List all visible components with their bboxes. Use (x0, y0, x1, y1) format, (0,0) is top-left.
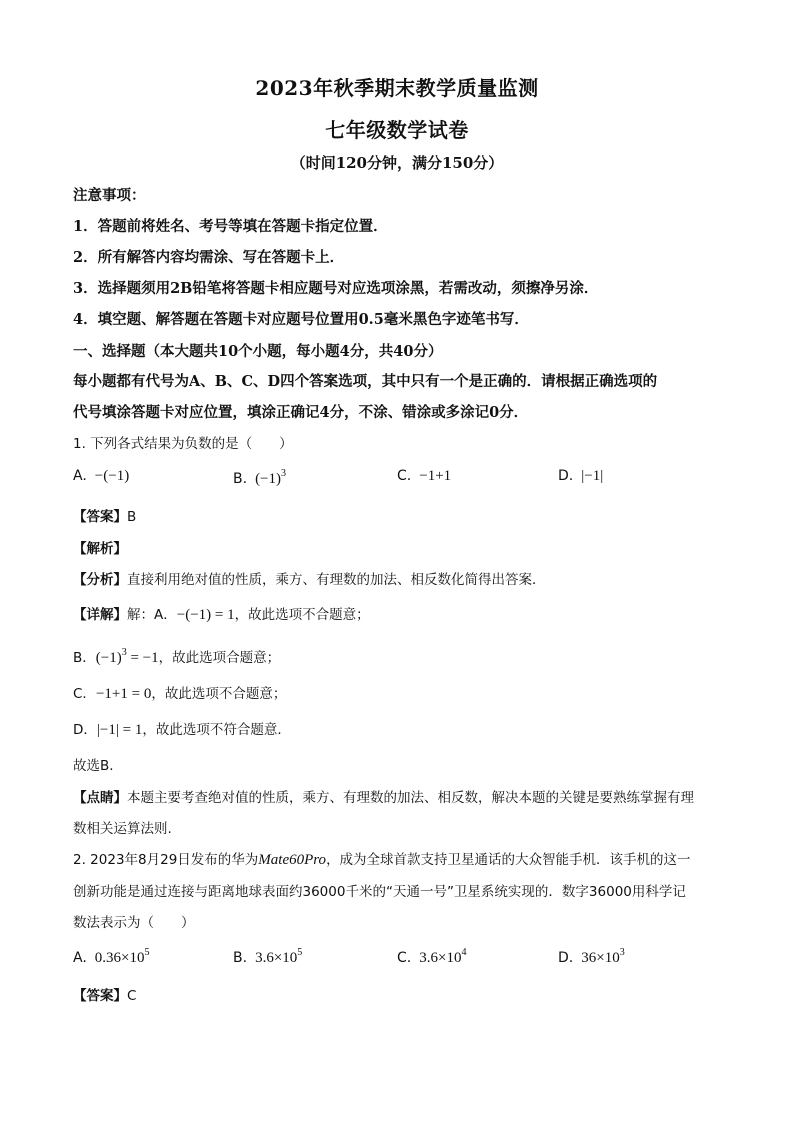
q1-fenxi: 【分析】直接利用绝对值的性质，乘方、有理数的加法、相反数化简得出答案． (73, 572, 546, 588)
option-label: D. (558, 468, 574, 484)
notice-item-4: 4．填空题、解答题在答题卡对应题号位置用0.5毫米黑色字迹笔书写． (73, 311, 529, 328)
option-label: B. (233, 471, 248, 487)
q2-answer: 【答案】C (73, 988, 137, 1004)
q1-stem: 1. 下列各式结果为负数的是（ ） (73, 436, 293, 452)
notice-item-2: 2．所有解答内容均需涂、写在答题卡上． (73, 249, 345, 266)
q1-answer: 【答案】B (73, 509, 137, 525)
q2-option-a (73, 947, 150, 967)
option-expr: $3.6\times 10^4$ (419, 947, 467, 966)
q1-detail-c: C．−1+1 = 0，故此选项不合题意； (73, 686, 287, 702)
section1-instruction-2: 代号填涂答题卡对应位置，填涂正确记4分，不涂、错涂或多涂记0分． (73, 404, 529, 421)
q1-detail-d: D．|−1| = 1，故此选项不符合题意． (73, 722, 291, 738)
option-expr: −(−1) (94, 468, 130, 484)
q1-option-d (558, 468, 603, 485)
option-expr: $36\times 10^3$ (581, 947, 625, 966)
option-expr: $3.6\times 10^5$ (255, 947, 303, 966)
q1-comment: 【点睛】本题主要考查绝对值的性质，乘方、有理数的加法、相反数，解决本题的关键是要熟练掌握有理 (73, 790, 694, 806)
q2-option-b (233, 947, 302, 967)
option-label: D. (558, 950, 574, 966)
q1-option-c (397, 468, 451, 485)
section1-instruction-1: 每小题都有代号为A、B、C、D四个答案选项，其中只有一个是正确的．请根据正确选项的 (73, 373, 658, 390)
option-expr: |−1| (581, 468, 604, 484)
q2-stem-line2: 创新功能是通过连接与距离地球表面约36000千米的“天通一号”卫星系统实现的．数字36000用科学记 (73, 884, 686, 900)
option-label: C. (397, 950, 412, 966)
notice-heading: 注意事项： (73, 187, 146, 204)
option-label: A. (73, 950, 87, 966)
q1-detail-a: 【详解】解：A．−(−1) = 1，故此选项不合题意； (73, 607, 370, 623)
q1-detail-b: B．$(-1)^3 = -1$，故此选项合题意； (73, 647, 281, 666)
q2-stem: 2. 2023年8月29日发布的华为Mate60Pro，成为全球首款支持卫星通话的大众智能手机．该手机的这一 (73, 852, 691, 868)
q2-option-d (558, 947, 625, 967)
section1-heading: 一、选择题（本大题共10个小题，每小题4分，共40分） (73, 343, 443, 360)
option-label: B. (233, 950, 248, 966)
time-note: （时间120分钟，满分150分） (290, 154, 504, 172)
q1-comment-line2: 数相关运算法则. (73, 821, 172, 837)
exam-title: 2023年秋季期末教学质量监测 (255, 76, 539, 100)
option-expr: $(-1)^3$ (255, 468, 287, 487)
option-expr: −1+1 (419, 468, 452, 484)
notice-item-3: 3．选择题须用2B铅笔将答题卡相应题号对应选项涂黑，若需改动，须擦净另涂． (73, 280, 599, 297)
option-expr: $0.36\times 10^5$ (94, 947, 150, 966)
q1-option-b (233, 468, 286, 488)
q1-option-a (73, 468, 129, 485)
notice-item-1: 1．答题前将姓名、考号等填在答题卡指定位置． (73, 218, 388, 235)
option-label: A. (73, 468, 87, 484)
q2-option-c (397, 947, 466, 967)
q2-stem-line3: 数法表示为（ ） (73, 915, 195, 931)
q1-analysis-tag: 【解析】 (73, 541, 127, 557)
q1-choose: 故选B． (73, 758, 123, 774)
option-label: C. (397, 468, 412, 484)
exam-subtitle: 七年级数学试卷 (325, 118, 469, 142)
